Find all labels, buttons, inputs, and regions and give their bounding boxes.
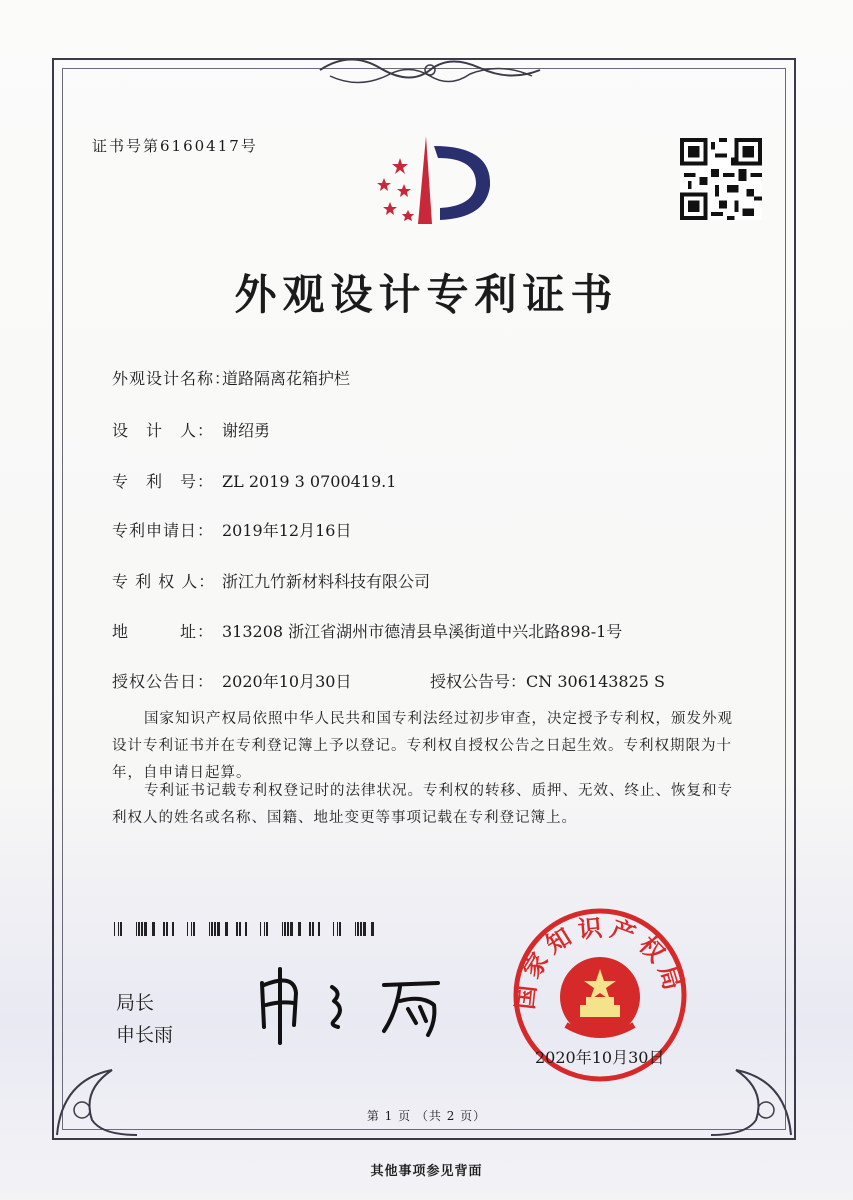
- filing-date-row: [112, 518, 351, 541]
- corner-ornament-left-icon: [52, 1040, 142, 1140]
- grant-no-value: CN 306143825 S: [526, 672, 666, 691]
- patentee-row: [112, 569, 430, 592]
- design-name-label: 外观设计名称：: [112, 369, 232, 388]
- patentee-label: 专 利 权 人：: [112, 572, 216, 591]
- grant-date-row: [112, 669, 351, 692]
- address-row: [112, 619, 622, 642]
- barcode-icon: [112, 922, 384, 936]
- certificate-title: 外观设计专利证书: [234, 270, 619, 319]
- paragraph-legal-status: 专利证书记载专利权登记时的法律状况。专利权的转移、质押、无效、终止、恢复和专利权人的姓名或名称、国籍、地址变更等事项记载在专利登记簿上。: [112, 783, 733, 826]
- cnipa-logo-icon: [360, 128, 500, 228]
- grant-date-label: 授权公告日：: [112, 672, 215, 691]
- patent-no-label: 专 利 号：: [112, 472, 215, 491]
- design-name-row: [112, 366, 350, 389]
- grant-date-value: 2020年10月30日: [222, 672, 352, 691]
- seal-date: 2020年10月30日: [535, 1048, 665, 1067]
- designer-row: [112, 418, 270, 441]
- qr-code-icon: [680, 138, 762, 220]
- patent-no-row: [112, 469, 396, 492]
- director-title: 局长: [116, 992, 155, 1014]
- design-name-value: 道路隔离花箱护栏: [222, 369, 351, 388]
- corner-ornament-right-icon: [706, 1040, 796, 1140]
- grant-no-label: 授权公告号：: [430, 672, 527, 691]
- address-label: 地 址：: [112, 622, 215, 641]
- director-name: 申长雨: [116, 1024, 174, 1046]
- top-ornament-icon: [310, 50, 550, 90]
- patent-no-value: ZL 2019 3 0700419.1: [222, 472, 397, 491]
- designer-label: 设 计 人：: [112, 421, 215, 440]
- patentee-value: 浙江九竹新材料科技有限公司: [222, 572, 431, 591]
- address-value: 313208 浙江省湖州市德清县阜溪街道中兴北路898-1号: [222, 622, 623, 641]
- grant-no-row: [430, 669, 665, 692]
- paragraph-grant-statement: 国家知识产权局依照中华人民共和国专利法经过初步审查，决定授予专利权，颁发外观设计专利证书并在专利登记簿上予以登记。专利权自授权公告之日起生效。专利权期限为十年，自申请日起算。: [112, 711, 733, 781]
- designer-value: 谢绍勇: [222, 421, 271, 440]
- filing-date-value: 2019年12月16日: [222, 521, 352, 540]
- page-number: 第 1 页 （共 2 页）: [366, 1109, 487, 1123]
- handwritten-signature-icon: [250, 965, 450, 1045]
- filing-date-label: 专利申请日：: [112, 521, 215, 540]
- seal-text: 国家知识产权局: [510, 913, 689, 1011]
- footer-note: 其他事项参见背面: [370, 1164, 483, 1179]
- certificate-number: 证书号第6160417号: [92, 137, 258, 155]
